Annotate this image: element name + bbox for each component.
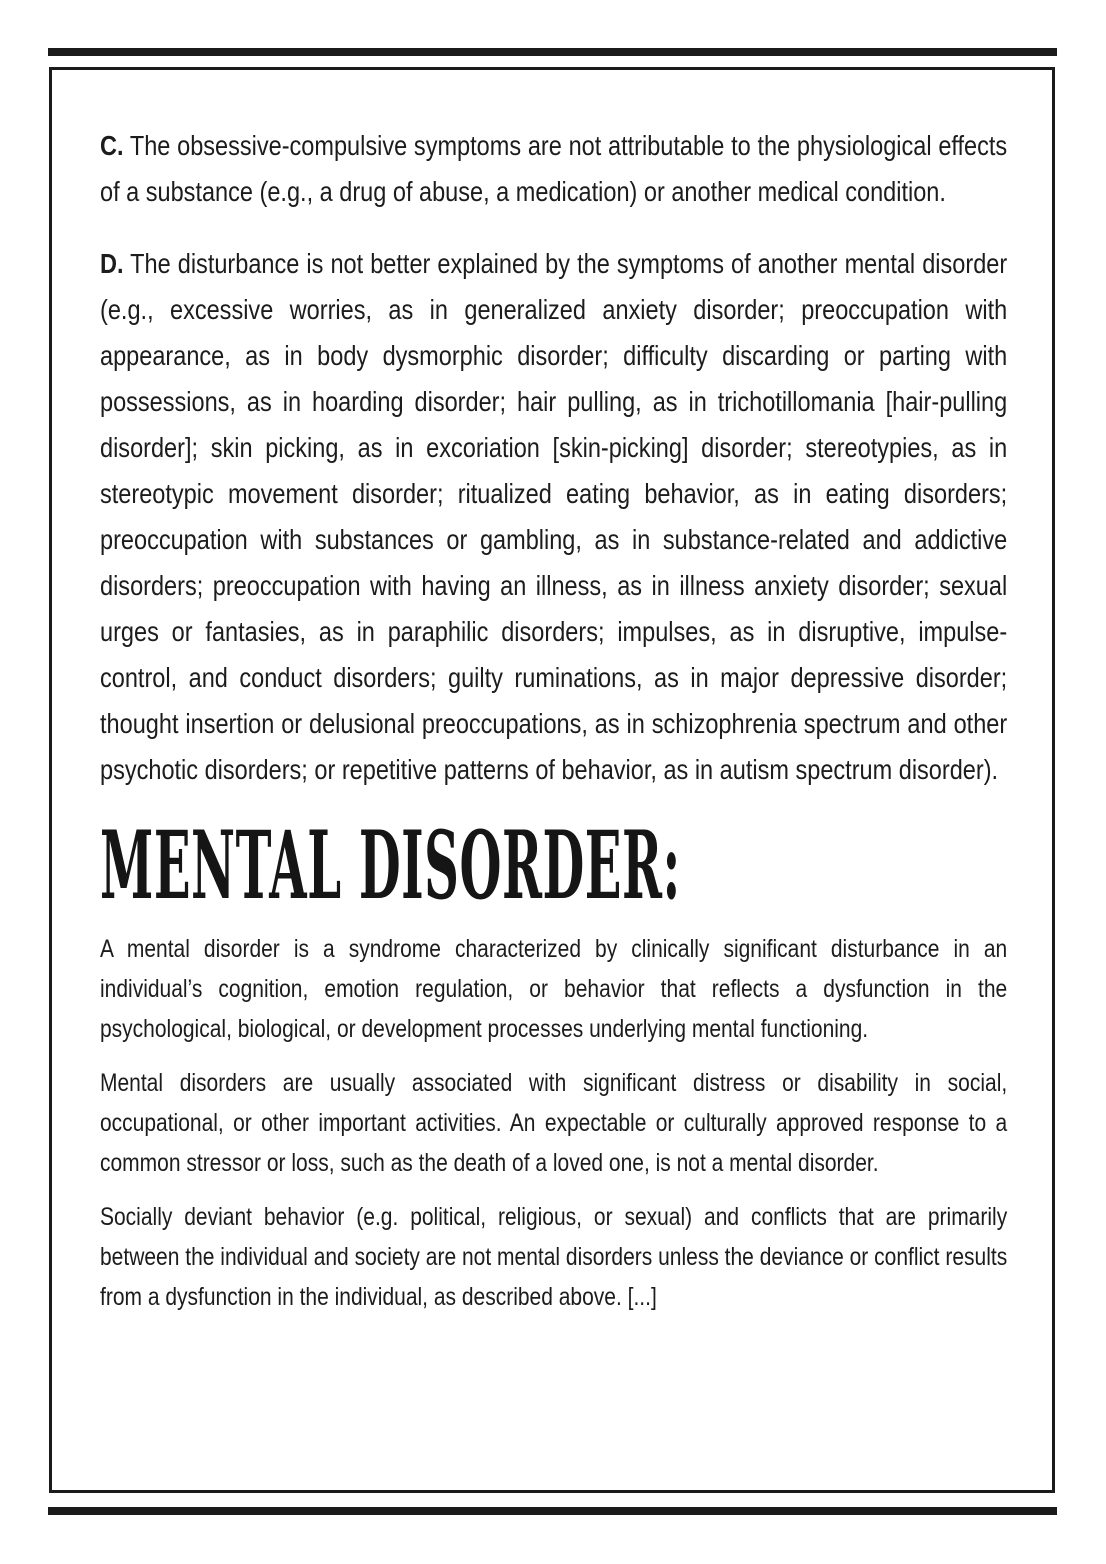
definition-paragraph-1: A mental disorder is a syndrome characterized by clinically significant disturbance in an individual’s cognition, emotion regulation, or behavior that reflects a dysfunction in the psychological, biological, or development processes underlying mental functioning.	[100, 935, 1008, 1043]
criterion-d-text: The disturbance is not better explained by the symptoms of another mental disorder (e.g., excessive worries, as in generalized anxiety disorder; preoccupation with appearance, as in body dysmorphic disorder; difficulty discarding or parting with possessions, as in hoarding disorder; hair pulling, as in trichotillomania [hair-pulling disorder]; skin picking, as in excoriation [skin-picking] disorder; stereotypies, as in stereotypic movement disorder; ritualized eating behavior, as in eating disorders; preoccupation with substances or gambling, as in substance-related and addictive disorders; preoccupation with having an illness, as in illness anxiety disorder; sexual urges or fantasies, as in paraphilic disorders; impulses, as in disruptive, impulse-control, and conduct disorders; guilty ruminations, as in major depressive disorder; thought insertion or delusional preoccupations, as in schizophrenia spectrum and other psychotic disorders; or repetitive patterns of behavior, as in autism spectrum disorder).	[100, 248, 1008, 785]
top-divider-bar	[48, 48, 1057, 56]
bottom-divider-bar	[48, 1507, 1057, 1515]
criterion-d-label: D.	[100, 248, 124, 279]
criterion-c-text: The obsessive-compulsive symptoms are not attributable to the physiological effects of a substance (e.g., a drug of abuse, a medication) or another medical condition.	[100, 130, 1008, 207]
section-heading	[100, 811, 1007, 921]
content-frame	[49, 67, 1055, 1493]
definition-paragraph-3: Socially deviant behavior (e.g. political, religious, or sexual) and conflicts that are primarily between the individual and society are not mental disorders unless the deviance or conflict results from a dysfunction in the individual, as described above. [...]	[100, 1203, 1008, 1311]
criterion-d-paragraph	[100, 241, 1007, 793]
document-text-column	[100, 123, 1007, 1331]
criterion-c-label: C.	[100, 130, 124, 161]
definition-paragraph-2: Mental disorders are usually associated with significant distress or disability in social, occupational, or other important activities. An expectable or culturally approved response to a common stressor or loss, such as the death of a loved one, is not a mental disorder.	[100, 1069, 1008, 1177]
section-heading-text: MENTAL DISORDER:	[100, 811, 681, 921]
criterion-c-paragraph	[100, 123, 1007, 215]
